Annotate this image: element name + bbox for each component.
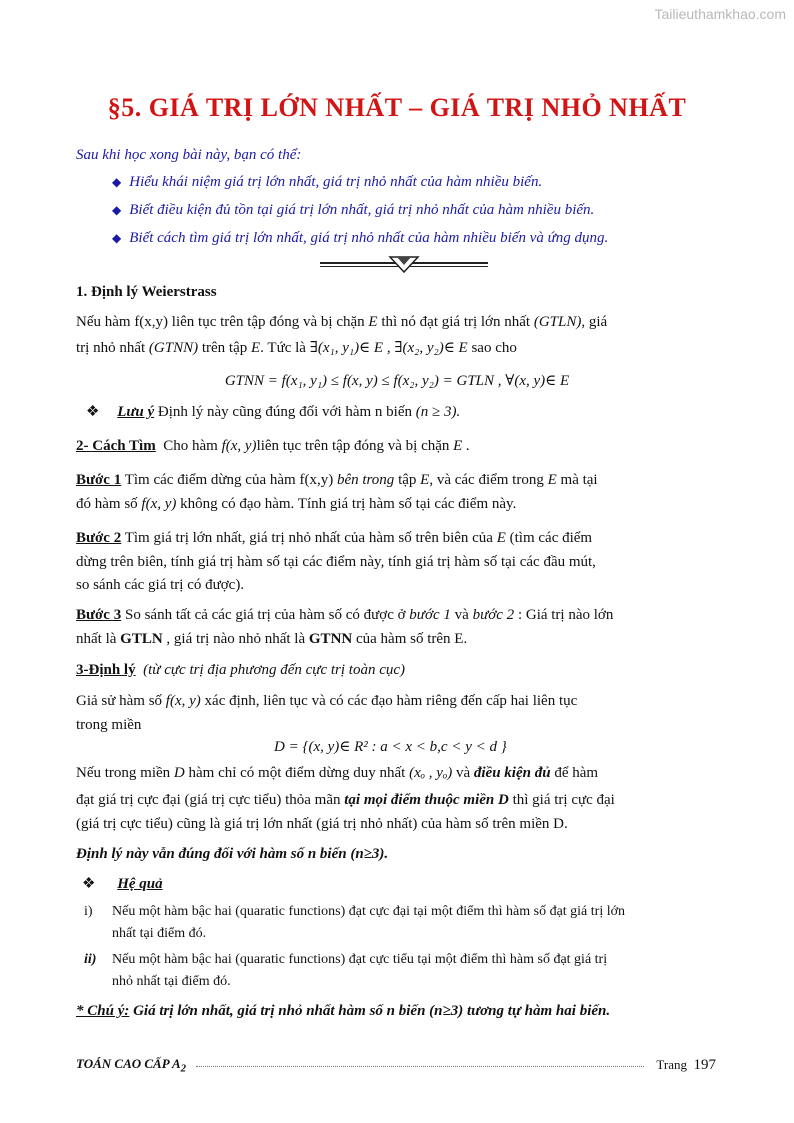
diamond-bullet-icon: ◆	[112, 175, 122, 189]
formula: GTNN = f(x₁, y₁) ≤ f(x, y) ≤ f(x₂, y₂) = GTLN , ∀(x, y)∈ E	[224, 373, 570, 389]
objective-item: ◆ Biết cách tìm giá trị lớn nhất, giá trị nhỏ nhất của hàm nhiều biến và ứng dụng.	[112, 230, 609, 246]
section-divider-icon	[320, 256, 488, 274]
paragraph: Giả sử hàm số f(x, y) xác định, liên tục và có các đạo hàm riêng đến cấp hai liên tục	[76, 693, 578, 709]
paragraph: Nếu trong miền D hàm chỉ có một điểm dừng duy nhất (xₒ , yₒ) và điều kiện đủ để hàm	[76, 765, 599, 781]
watermark: Tailieuthamkhao.com	[654, 6, 786, 22]
paragraph: Bước 1 Tìm các điểm dừng của hàm f(x,y) bên trong tập E, và các điểm trong E mà tại	[76, 472, 598, 488]
corollary-heading: ❖ Hệ quả	[82, 876, 163, 892]
diamond-bullet-icon: ◆	[112, 203, 122, 217]
note: ❖ Lưu ý Định lý này cũng đúng đối với hàm n biến (n ≥ 3).	[86, 404, 461, 420]
paragraph: Bước 3 So sánh tất cả các giá trị của hàm số có được ở bước 1 và bước 2 : Giá trị nào lớn	[76, 607, 614, 623]
paragraph: * Chú ý: Giá trị lớn nhất, giá trị nhỏ nhất hàm số n biến (n≥3) tương tự hàm hai biến.	[76, 1003, 611, 1019]
footer-dots	[196, 1066, 644, 1067]
objective-item: ◆ Hiểu khái niệm giá trị lớn nhất, giá trị nhỏ nhất của hàm nhiều biến.	[112, 174, 543, 190]
paragraph: trị nhỏ nhất (GTNN) trên tập E. Tức là ∃(x₁, y₁)∈ E , ∃(x₂, y₂)∈ E sao cho	[76, 340, 517, 356]
paragraph: 3-Định lý (từ cực trị địa phương đến cực trị toàn cục)	[76, 662, 406, 678]
paragraph: dừng trên biên, tính giá trị hàm số tại các điểm này, tính giá trị hàm số tại các đầu mút,	[76, 554, 596, 570]
diamond-bullet-icon: ❖	[82, 876, 96, 892]
diamond-bullet-icon: ◆	[112, 231, 122, 245]
list-item: ii) Nếu một hàm bậc hai (quaratic functions) đạt cực tiểu tại một điểm thì hàm số đạt giá trị nhỏ nhất tại điểm đó.	[84, 952, 608, 989]
paragraph: 2- Cách Tìm Cho hàm f(x, y)liên tục trên tập đóng và bị chặn E .	[76, 438, 470, 454]
paragraph: Bước 2 Tìm giá trị lớn nhất, giá trị nhỏ nhất của hàm số trên biên của E (tìm các điểm	[76, 530, 593, 546]
section-heading: 3-Định lý	[76, 662, 136, 678]
diamond-bullet-icon: ❖	[86, 404, 100, 420]
paragraph: đạt giá trị cực đại (giá trị cực tiểu) thỏa mãn tại mọi điểm thuộc miền D thì giá trị cực đại	[76, 792, 615, 808]
paragraph: Định lý này vẫn đúng đối với hàm số n biến (n≥3).	[76, 846, 389, 862]
list-item: i) Nếu một hàm bậc hai (quaratic functions) đạt cực đại tại một điểm thì hàm số đạt giá trị lớn nhất tại điểm đó.	[84, 904, 626, 941]
intro-text: Sau khi học xong bài này, bạn có thể:	[76, 147, 302, 163]
paragraph: (giá trị cực tiểu) cũng là giá trị lớn nhất (giá trị nhỏ nhất) của hàm số trên miền D.	[76, 816, 568, 832]
section-heading: 1. Định lý Weierstrass	[76, 284, 217, 300]
paragraph: đó hàm số f(x, y) không có đạo hàm. Tính giá trị hàm số tại các điểm này.	[76, 496, 517, 512]
paragraph: nhất là GTLN , giá trị nào nhỏ nhất là GTNN của hàm số trên E.	[76, 631, 468, 647]
paragraph: so sánh các giá trị có được).	[76, 577, 245, 593]
formula: D = {(x, y)∈ R² : a < x < b,c < y < d }	[274, 739, 507, 755]
section-heading: 2- Cách Tìm	[76, 438, 156, 454]
objective-item: ◆ Biết điều kiện đủ tồn tại giá trị lớn nhất, giá trị nhỏ nhất của hàm nhiều biến.	[112, 202, 595, 218]
page-title: §5. GIÁ TRỊ LỚN NHẤT – GIÁ TRỊ NHỎ NHẤT	[107, 93, 687, 122]
paragraph: trong miền	[76, 717, 142, 733]
page-footer: TOÁN CAO CẤP $A_2$ Trang 197	[76, 1056, 716, 1075]
paragraph: Nếu hàm f(x,y) liên tục trên tập đóng và bị chặn E thì nó đạt giá trị lớn nhất (GTLN), giá	[76, 314, 608, 330]
